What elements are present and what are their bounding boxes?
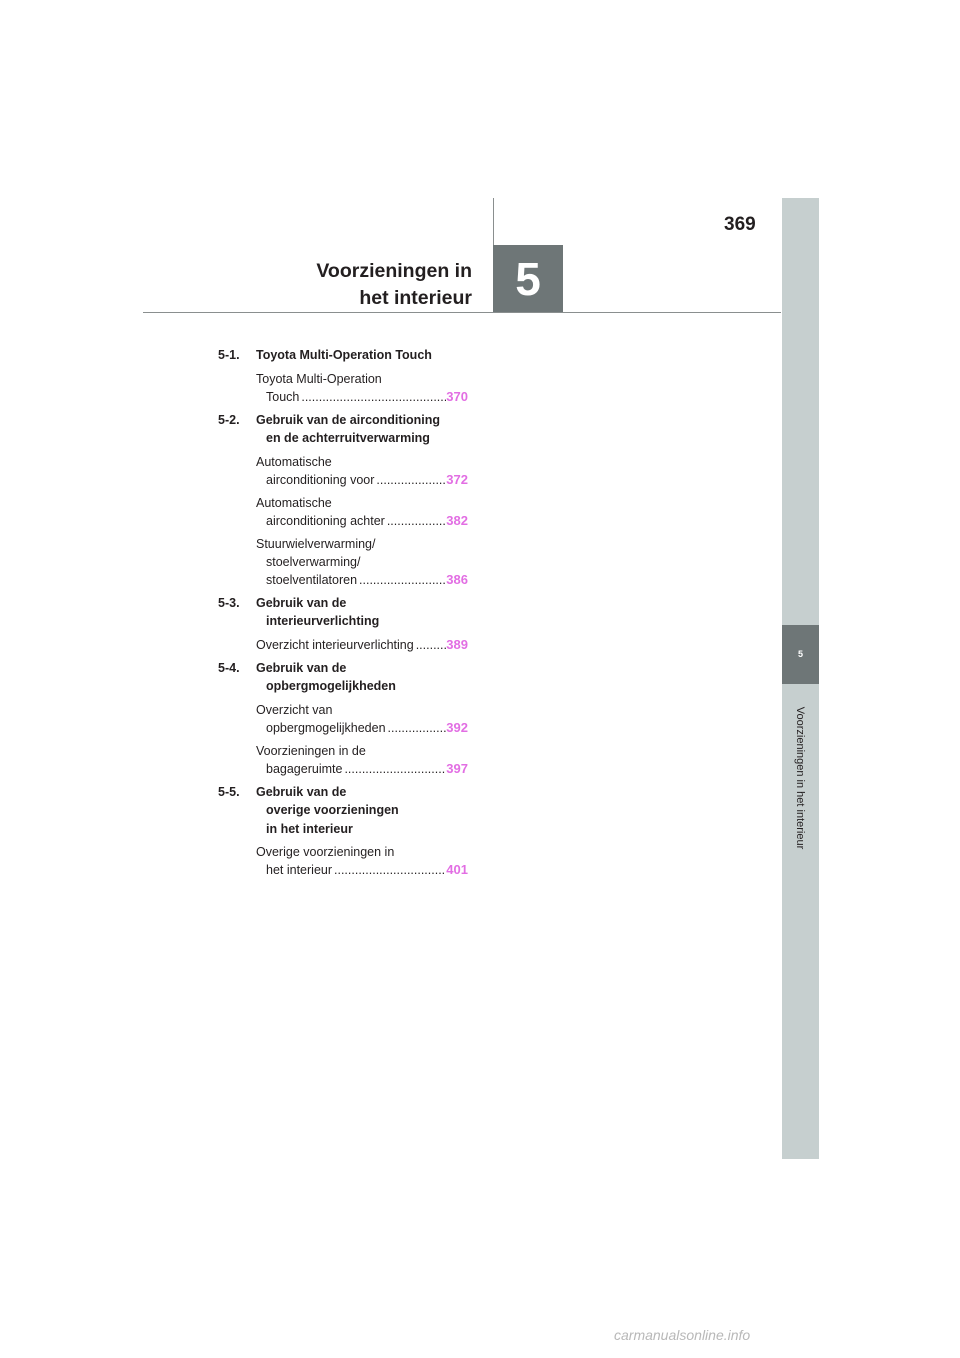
dot-leader bbox=[385, 512, 446, 530]
chapter-title-line-2: het interieur bbox=[359, 287, 472, 309]
entry-title-line: Overzicht van bbox=[256, 702, 333, 717]
section-title-line: Toyota Multi-Operation Touch bbox=[256, 348, 432, 362]
section-heading bbox=[218, 411, 468, 448]
toc-entry[interactable] bbox=[256, 636, 468, 654]
entry-title-line: Overige voorzieningen in bbox=[256, 845, 395, 859]
section-number: 5-5. bbox=[218, 784, 240, 799]
section-title bbox=[256, 411, 468, 448]
section-title-line: overige voorzieningen bbox=[266, 803, 399, 817]
header-rule bbox=[143, 312, 781, 313]
toc-entry[interactable] bbox=[256, 370, 468, 406]
dot-leader bbox=[332, 861, 446, 879]
entry-title-line: Overzicht interieurverlichting bbox=[256, 637, 414, 652]
toc-entry[interactable] bbox=[256, 742, 468, 778]
title-divider bbox=[493, 198, 494, 246]
chapter-title-line-1: Voorzieningen in bbox=[316, 260, 472, 282]
page-link[interactable]: 389 bbox=[446, 636, 468, 652]
toc-section-5-1 bbox=[218, 346, 468, 406]
section-title bbox=[256, 783, 468, 839]
entry-title-line: airconditioning voor bbox=[266, 472, 375, 487]
entry-title-line: Stuurwielverwarming/ bbox=[256, 536, 376, 551]
section-title-line: Gebruik van de bbox=[256, 660, 347, 675]
chapter-number-block: 5 bbox=[493, 245, 563, 313]
page-link[interactable]: 370 bbox=[446, 388, 468, 404]
page-link[interactable]: 392 bbox=[446, 719, 468, 735]
entry-title-line: stoelventilatoren bbox=[266, 572, 358, 587]
dot-leader bbox=[342, 760, 446, 778]
page-link[interactable]: 401 bbox=[446, 862, 468, 877]
entry-title-line: Automatische bbox=[256, 454, 332, 469]
section-heading bbox=[218, 594, 468, 631]
section-number: 5-3. bbox=[218, 595, 240, 610]
entry-title-line: stoelverwarming/ bbox=[266, 554, 361, 569]
toc-entry[interactable] bbox=[256, 843, 468, 879]
section-number: 5-1. bbox=[218, 348, 240, 362]
section-title-line: Gebruik van de bbox=[256, 784, 347, 799]
section-title-line: in het interieur bbox=[266, 821, 353, 836]
page-link[interactable]: 372 bbox=[446, 471, 468, 487]
entry-title-line: bagageruimte bbox=[266, 761, 343, 776]
section-number: 5-2. bbox=[218, 412, 240, 427]
section-title-line: interieurverlichting bbox=[266, 614, 380, 628]
page-link[interactable]: 386 bbox=[446, 571, 468, 587]
table-of-contents bbox=[218, 346, 468, 884]
dot-leader bbox=[386, 719, 447, 737]
toc-section-5-5 bbox=[218, 783, 468, 880]
section-title-line: en de achterruitverwarming bbox=[266, 431, 430, 445]
toc-entry[interactable] bbox=[256, 701, 468, 737]
section-title bbox=[256, 659, 468, 696]
chapter-title bbox=[316, 258, 472, 312]
toc-section-5-4 bbox=[218, 659, 468, 778]
section-heading bbox=[218, 346, 468, 365]
page-link[interactable]: 382 bbox=[446, 512, 468, 528]
dot-leader bbox=[414, 636, 447, 654]
dot-leader bbox=[299, 388, 446, 406]
section-title-line: Gebruik van de bbox=[256, 595, 347, 610]
page-number: 369 bbox=[724, 214, 756, 235]
section-title-line: Gebruik van de airconditioning bbox=[256, 412, 441, 427]
section-number: 5-4. bbox=[218, 660, 240, 675]
dot-leader bbox=[357, 571, 446, 589]
toc-entry[interactable] bbox=[256, 535, 468, 589]
side-tab-number: 5 bbox=[782, 625, 819, 684]
toc-entry[interactable] bbox=[256, 494, 468, 530]
toc-entry[interactable] bbox=[256, 453, 468, 489]
dot-leader bbox=[374, 471, 446, 489]
entry-title-line: Automatische bbox=[256, 495, 332, 510]
side-tab-label: Voorzieningen in het interieur bbox=[794, 706, 806, 850]
section-title-line: opbergmogelijkheden bbox=[266, 679, 396, 693]
section-title bbox=[256, 594, 468, 631]
entry-title-line: Touch bbox=[266, 389, 300, 404]
toc-section-5-3 bbox=[218, 594, 468, 654]
toc-section-5-2 bbox=[218, 411, 468, 589]
watermark: carmanualsonline.info bbox=[614, 1327, 751, 1343]
entry-title-line: Voorzieningen in de bbox=[256, 743, 366, 758]
section-title bbox=[256, 346, 468, 365]
section-heading bbox=[218, 659, 468, 696]
section-heading bbox=[218, 783, 468, 839]
entry-title-line: Toyota Multi-Operation bbox=[256, 371, 382, 386]
entry-title-line: het interieur bbox=[266, 863, 333, 877]
entry-title-line: opbergmogelijkheden bbox=[266, 720, 386, 735]
entry-title-line: airconditioning achter bbox=[266, 513, 385, 528]
page-link[interactable]: 397 bbox=[446, 760, 468, 776]
